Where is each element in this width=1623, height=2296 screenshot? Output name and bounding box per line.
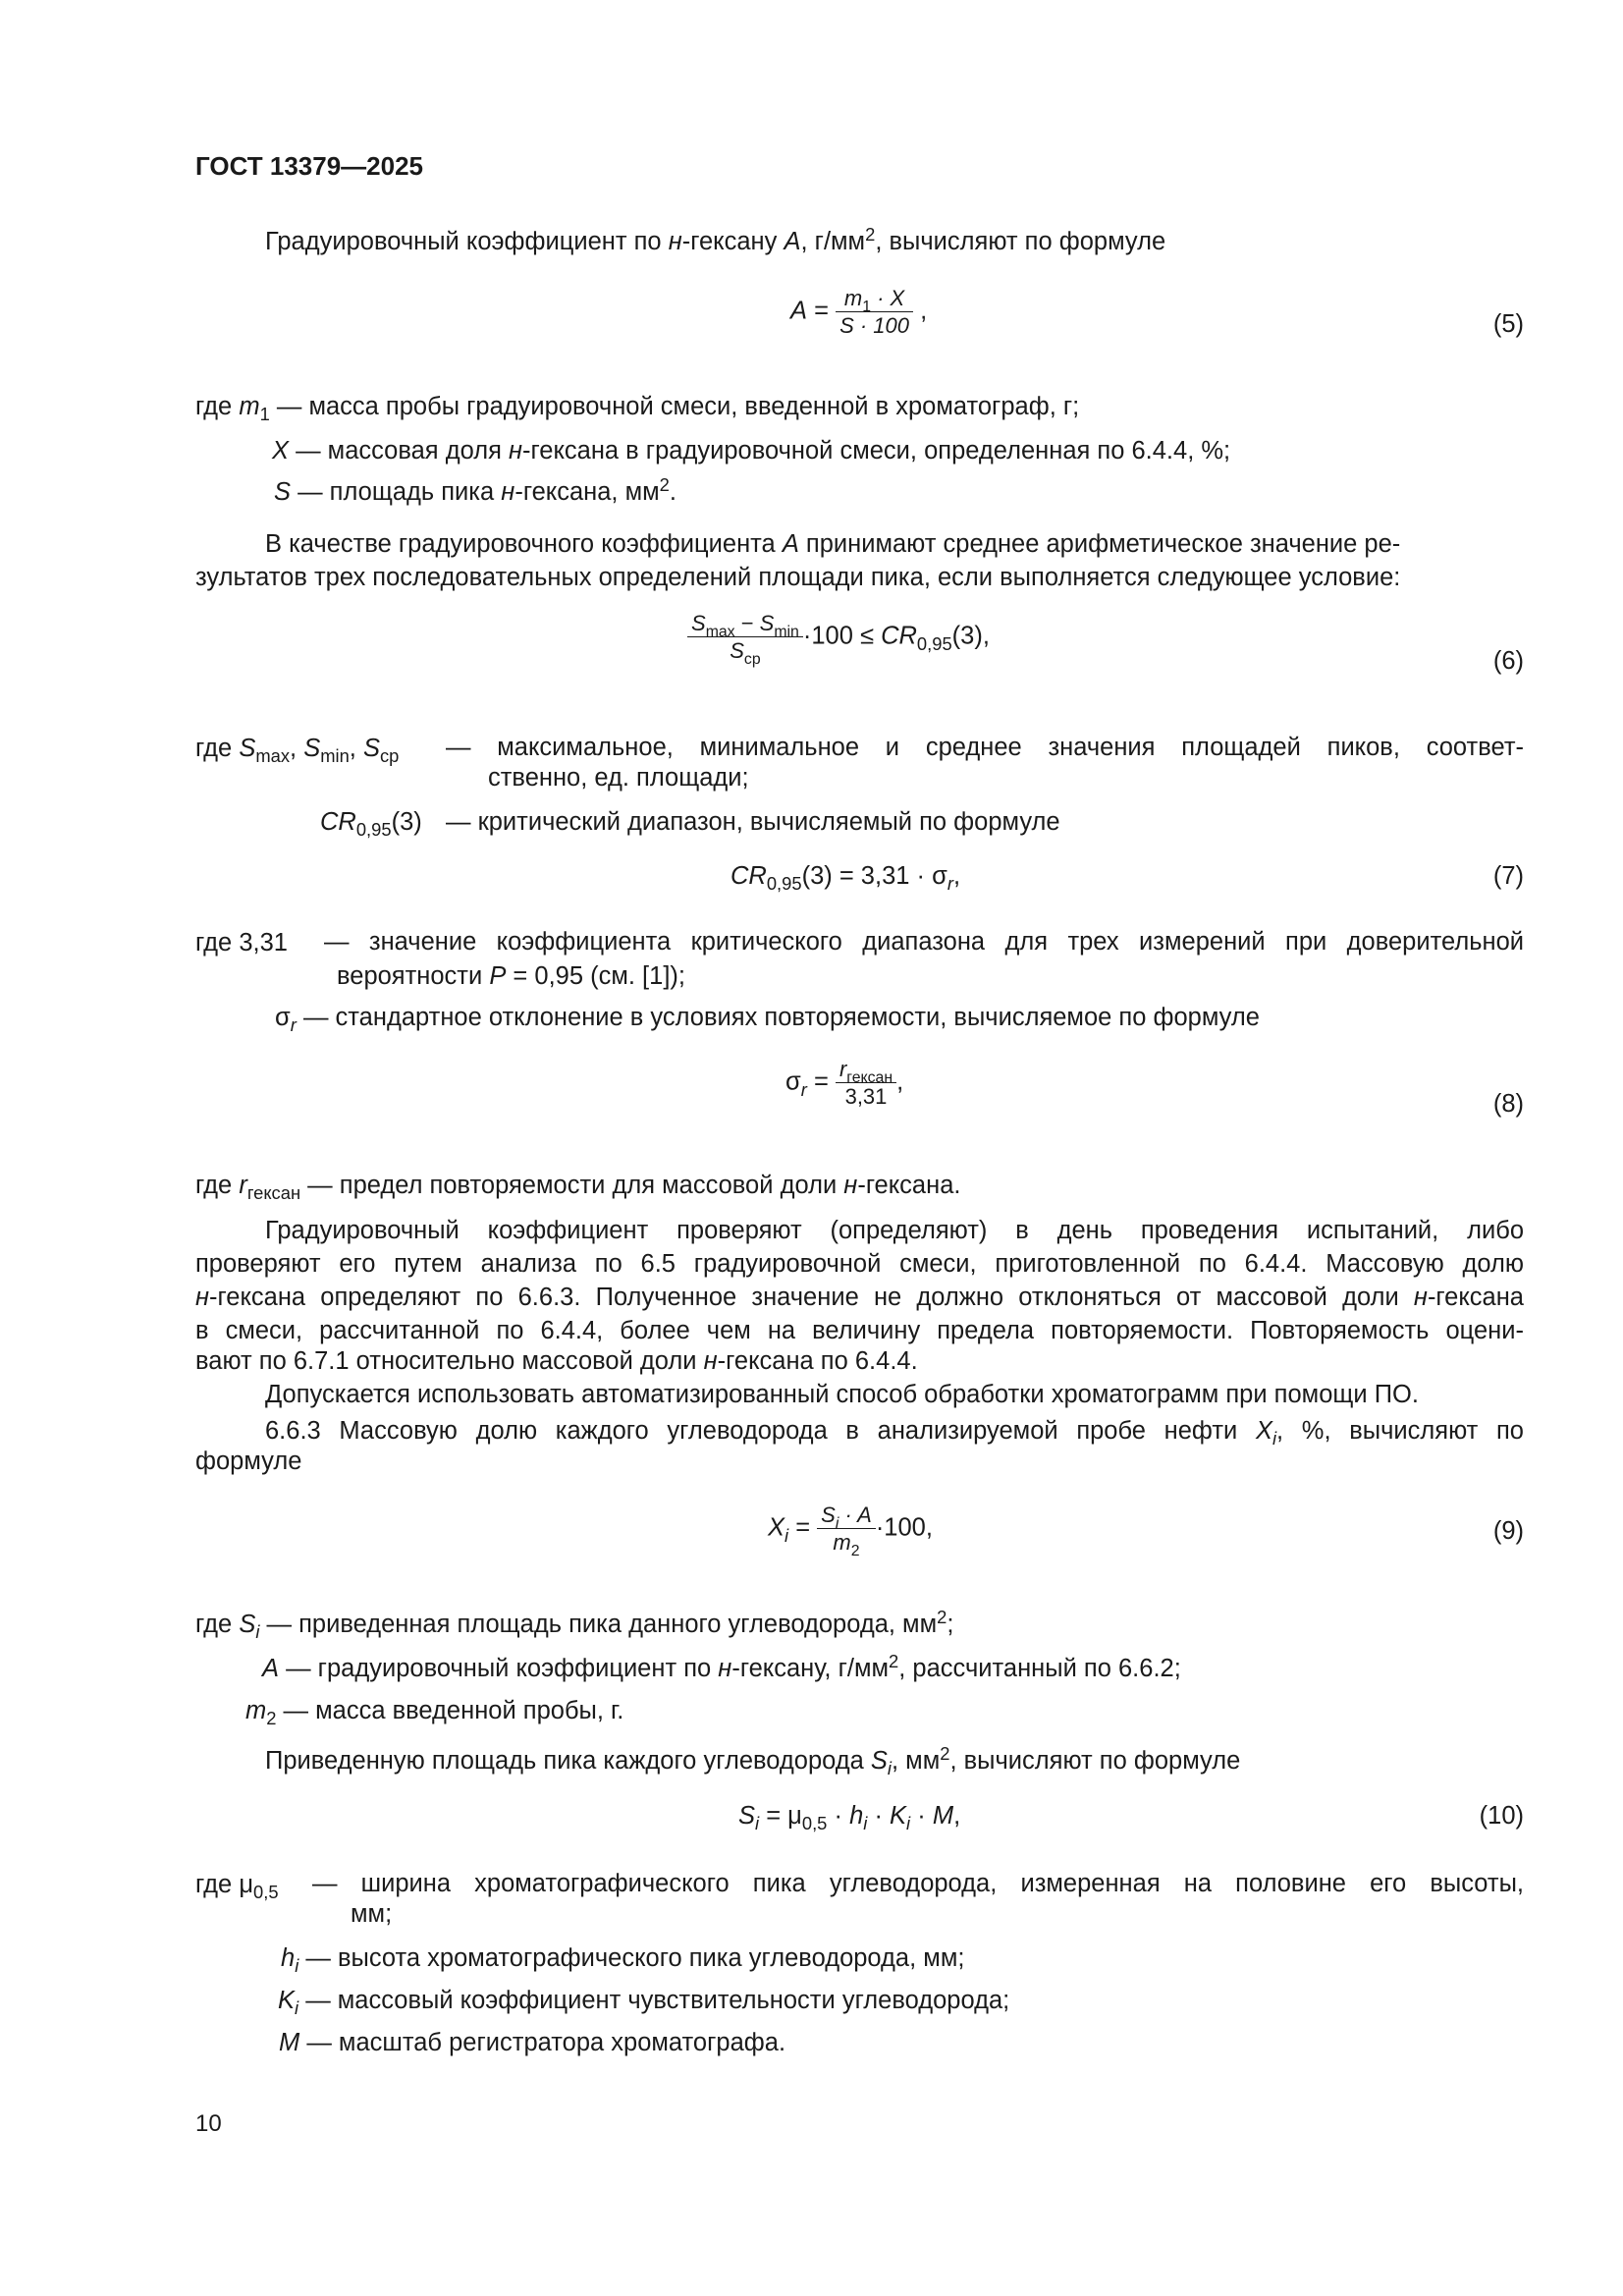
paragraph-check-line4: в смеси, рассчитанной по 6.4.4, более чем на величину предела повторяемости. Повторяемость оцени-: [195, 1317, 1524, 1344]
paragraph-663-line1: 6.6.3 Массовую долю каждого углеводорода в анализируемой пробе нефти $X_i$, %, вычисляют по: [265, 1417, 1524, 1449]
equation-5-fraction: $\frac{m_1 \cdot X}{S \cdot 100}$: [836, 286, 913, 339]
equation-8-number: (8): [1492, 1090, 1524, 1118]
where-331: где 3,31: [195, 929, 288, 957]
equation-6: $\frac{S_{max} - S_{min}}{S_{ср}}$ $\cdot 100 \le CR_{0,95}(3)$,: [687, 611, 990, 664]
paragraph-663-line2: формуле: [195, 1448, 302, 1475]
where-h: $h_i$ — высота хроматографического пика углеводорода, мм;: [281, 1944, 965, 1977]
equation-7: $CR_{0,95}(3) = 3,31 \cdot \sigma_r$,: [730, 862, 961, 895]
intro-paragraph: Градуировочный коэффициент по н-гексану A, $г/мм^2$, вычисляют по формуле: [265, 223, 1166, 255]
where-a: A — градуировочный коэффициент по н-гексану, $г/мм^2$, рассчитанный по 6.6.2;: [262, 1650, 1181, 1682]
document-header: ГОСТ 13379—2025: [195, 151, 423, 181]
paragraph-check-line5: вают по 6.7.1 относительно массовой доли н-гексана по 6.4.4.: [195, 1347, 918, 1375]
where-m2: $m_2$ — масса введенной пробы, г.: [245, 1697, 624, 1729]
where-cr-desc: — критический диапазон, вычисляемый по формуле: [446, 808, 1060, 836]
where-r: где $r_{гексан}$ — предел повторяемости для массовой доли н-гексана.: [195, 1172, 961, 1204]
where-k: $K_i$ — массовый коэффициент чувствительности углеводорода;: [278, 1987, 1010, 2019]
where-m1: где $m_1$ — масса пробы градуировочной смеси, введенной в хроматограф, г;: [195, 393, 1080, 425]
where-m: M — масштаб регистратора хроматографа.: [279, 2029, 786, 2056]
paragraph-check-line1: Градуировочный коэффициент проверяют (определяют) в день проведения испытаний, либо: [265, 1217, 1524, 1244]
equation-10-number: (10): [1479, 1802, 1524, 1830]
where-s-stats-desc-2: ственно, ед. площади;: [488, 764, 749, 792]
equation-9-number: (9): [1492, 1517, 1524, 1545]
equation-5-number: (5): [1492, 310, 1524, 338]
equation-9-fraction: $\frac{S_i \cdot A}{m_2}$: [817, 1503, 876, 1556]
where-sigma: $\sigma_r$ — стандартное отклонение в условиях повторяемости, вычисляемое по формуле: [275, 1004, 1260, 1036]
equation-8: $\sigma_r$ = $\frac{r_{гексан}}{3,31}$ ,: [785, 1057, 904, 1110]
where-x: X — массовая доля н-гексана в градуировочной смеси, определенная по 6.4.4, %;: [272, 437, 1231, 465]
where-331-desc-2: вероятности P = 0,95 (см. [1]);: [337, 962, 685, 990]
equation-6-fraction: $\frac{S_{max} - S_{min}}{S_{ср}}$: [687, 611, 803, 664]
equation-7-number: (7): [1492, 862, 1524, 890]
where-cr: $CR_{0,95}(3)$: [320, 808, 422, 841]
equation-9: $X_i$ = $\frac{S_i \cdot A}{m_2}$ ·100,: [768, 1503, 933, 1559]
page-number: 10: [195, 2110, 222, 2137]
paragraph-mean-line2: зультатов трех последовательных определений площади пика, если выполняется следующее условие:: [195, 564, 1401, 591]
where-mu-desc: — ширина хроматографического пика углеводорода, измеренная на половине его высоты,: [312, 1870, 1524, 1897]
paragraph-check-line2: проверяют его путем анализа по 6.5 градуировочной смеси, приготовленной по 6.4.4. Массовую долю: [195, 1250, 1524, 1278]
paragraph-check-line3: н-гексана определяют по 6.6.3. Полученное значение не должно отклоняться от массовой доли н-гексана: [195, 1284, 1524, 1311]
paragraph-auto: Допускается использовать автоматизированный способ обработки хроматограмм при помощи ПО.: [265, 1381, 1419, 1408]
equation-5: A = $\frac{m_1 \cdot X}{S \cdot 100}$ ,: [790, 286, 928, 339]
paragraph-mean-line1: В качестве градуировочного коэффициента A принимают среднее арифметическое значение ре-: [265, 530, 1401, 558]
equation-6-number: (6): [1492, 647, 1524, 675]
where-s: S — площадь пика н-гексана, $мм^2$.: [274, 473, 676, 506]
where-331-desc: — значение коэффициента критического диапазона для трех измерений при доверительной: [324, 928, 1524, 956]
where-s-stats-desc: — максимальное, минимальное и среднее значения площадей пиков, соответ-: [446, 734, 1524, 761]
where-mu-desc-2: мм;: [351, 1900, 393, 1928]
where-mu: где $\mu_{0,5}$: [195, 1871, 279, 1903]
where-s-stats: где $S_{max}$, $S_{min}$, $S_{ср}$: [195, 735, 400, 767]
equation-10: $S_i = \mu_{0,5} \cdot h_i \cdot K_i \cdot M$,: [738, 1802, 961, 1834]
equation-8-fraction: $\frac{r_{гексан}}{3,31}$: [836, 1057, 896, 1110]
paragraph-reduced: Приведенную площадь пика каждого углеводорода $S_i$, $мм^2$, вычисляют по формуле: [265, 1742, 1241, 1779]
where-si: где $S_i$ — приведенная площадь пика данного углеводорода, $мм^2$;: [195, 1606, 954, 1643]
